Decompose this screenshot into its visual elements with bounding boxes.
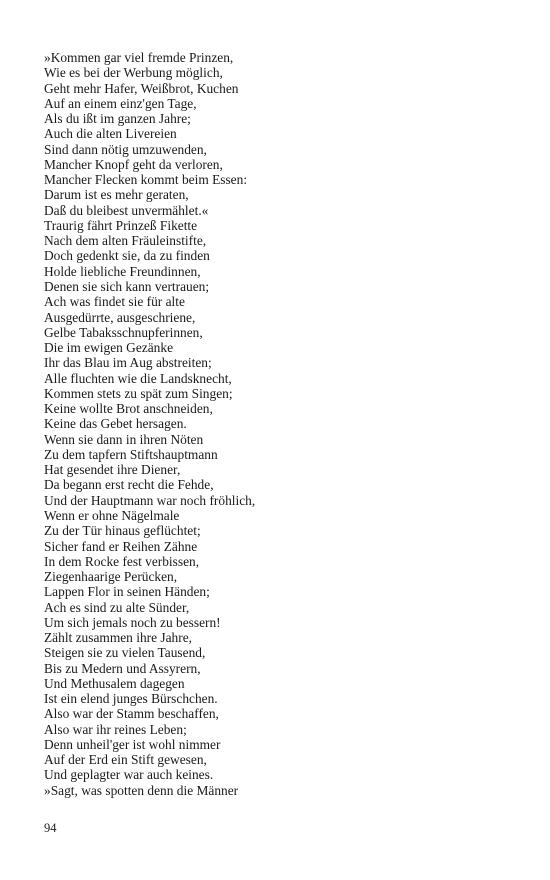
poem-line: »Kommen gar viel fremde Prinzen,	[44, 50, 234, 65]
poem-line: Ist ein elend junges Bürschchen.	[44, 691, 218, 707]
poem-line: Doch gedenkt sie, da zu finden	[44, 248, 210, 264]
poem-line: Zu der Tür hinaus geflüchtet;	[44, 523, 201, 539]
poem-line: Auf der Erd ein Stift gewesen,	[44, 752, 207, 768]
poem-line: Traurig fährt Prinzeß Fikette	[44, 217, 198, 233]
poem-line: Die im ewigen Gezänke	[44, 340, 174, 356]
poem-line: Ziegenhaarige Perücken,	[44, 569, 178, 585]
poem-line: Und Methusalem dagegen	[44, 675, 185, 691]
poem-line: Als du ißt im ganzen Jahre;	[44, 111, 191, 127]
poem-line: Ausgedürrte, ausgeschriene,	[44, 309, 196, 325]
poem-line: Sicher fand er Reihen Zähne	[44, 538, 198, 554]
poem-line: Und der Hauptmann war noch fröhlich,	[44, 492, 256, 508]
poem-line: »Sagt, was spotten denn die Männer	[44, 782, 239, 798]
poem-line: Sind dann nötig umzuwenden,	[44, 141, 207, 157]
poem-line: Zu dem tapfern Stiftshauptmann	[44, 446, 218, 462]
poem-line: In dem Rocke fest verbissen,	[44, 553, 200, 569]
poem-line: Mancher Flecken kommt beim Essen:	[44, 172, 248, 188]
poem-line: Ach was findet sie für alte	[44, 294, 185, 310]
poem-line: Denn unheil'ger ist wohl nimmer	[44, 736, 221, 752]
poem-line: Ihr das Blau im Aug abstreiten;	[44, 355, 212, 371]
poem-line: Um sich jemals noch zu bessern!	[44, 614, 221, 630]
poem-line: Keine wollte Brot anschneiden,	[44, 401, 213, 417]
poem-line: Auf an einem einz'gen Tage,	[44, 95, 197, 111]
poem-line: Denen sie sich kann vertrauen;	[44, 278, 210, 294]
poem-line: Keine das Gebet hersagen.	[44, 416, 187, 432]
poem-line: Bis zu Medern und Assyrern,	[44, 660, 201, 676]
poem-line: Kommen stets zu spät zum Singen;	[44, 385, 233, 401]
poem-line: Und geplagter war auch keines.	[44, 767, 214, 783]
poem-line: Also war ihr reines Leben;	[44, 721, 187, 737]
poem-line: Geht mehr Hafer, Weißbrot, Kuchen	[44, 80, 239, 96]
poem-line: Zählt zusammen ihre Jahre,	[44, 630, 192, 646]
poem-line: Alle fluchten wie die Landsknecht,	[44, 370, 232, 386]
poem-line: Daß du bleibest unvermählet.«	[44, 202, 209, 218]
poem-line: Also war der Stamm beschaffen,	[44, 706, 219, 722]
poem-line: Da begann erst recht die Fehde,	[44, 477, 214, 493]
page-number: 94	[44, 821, 57, 835]
poem-line: Ach es sind zu alte Sünder,	[44, 599, 190, 615]
poem-text	[44, 50, 524, 798]
poem-line: Hat gesendet ihre Diener,	[44, 462, 181, 478]
poem-line: Lappen Flor in seinen Händen;	[44, 584, 210, 600]
poem-line: Gelbe Tabaksschnupferinnen,	[44, 324, 203, 340]
poem-line: Mancher Knopf geht da verloren,	[44, 156, 223, 172]
poem-line: Nach dem alten Fräuleinstifte,	[44, 233, 207, 249]
poem-line: Wie es bei der Werbung möglich,	[44, 65, 223, 81]
poem-line: Auch die alten Livereien	[44, 126, 177, 142]
poem-line: Wenn sie dann in ihren Nöten	[44, 431, 204, 447]
poem-line: Darum ist es mehr geraten,	[44, 187, 189, 203]
poem-line: Holde liebliche Freundinnen,	[44, 263, 201, 279]
poem-line: Wenn er ohne Nägelmale	[44, 507, 180, 523]
poem-line: Steigen sie zu vielen Tausend,	[44, 645, 206, 661]
